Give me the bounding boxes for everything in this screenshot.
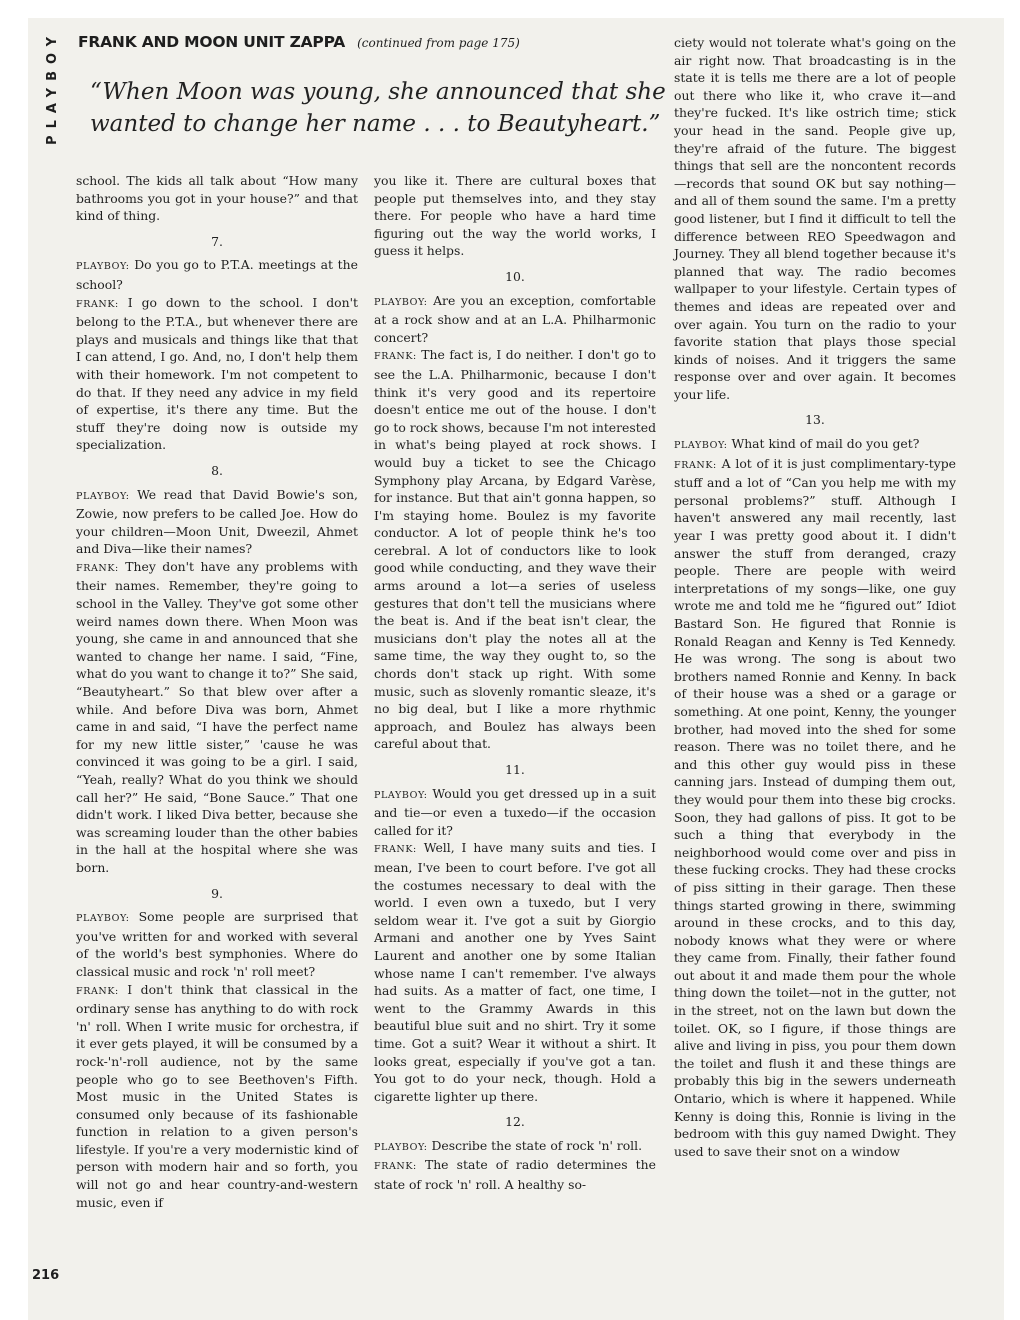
speaker-label: FRANK: — [374, 351, 417, 363]
question-number: 7. — [211, 233, 223, 249]
question — [374, 785, 656, 840]
speaker-label: FRANK: — [374, 844, 417, 856]
answer-text: They don't have any problems with their names. Remember, they're going to school in the Valley. They've got some other weird names down there. When Moon was young, she came in and announced that she wanted to change her name. I said, “Fine, what do you want to change it to?” She said, “Beautyheart.” So that blew over after a while. And before Diva was born, Ahmet came in and said, “I have the perfect name for my new little sister,” 'cause he was convinced it was going to be a girl. I said, “Yeah, really? What do you think we should call her?” He said, “Bone Sauce.” That one didn't work. I liked Diva better, because she was screaming louder than the other babies in the hall at the hospital where she was born. — [76, 558, 358, 875]
speaker-label: FRANK: — [374, 1161, 417, 1173]
answer — [374, 839, 656, 1105]
speaker-label: PLAYBOY: — [76, 261, 130, 273]
question — [76, 256, 358, 293]
speaker-label: PLAYBOY: — [76, 913, 130, 925]
answer — [76, 558, 358, 877]
sidebar-masthead — [38, 30, 62, 145]
question-text: We read that David Bowie's son, Zowie, now prefers to be called Joe. How do your children—Moon Unit, Dweezil, Ahmet and Diva—like their names? — [76, 486, 358, 557]
pull-quote: “When Moon was young, she announced that she wanted to change her name . . . to Beautyheart.” — [90, 79, 666, 137]
question-text: Do you go to P.T.A. meetings at the school? — [76, 257, 358, 292]
answer-text: I don't think that classical in the ordinary sense has anything to do with rock 'n' roll. When I write music for orchestra, if it ever gets played, it will be consumed by a rock-'n'-roll audience, not by the same people who go to see Beethoven's Fifth. Most music in the United States is consumed only because of its fashionable function in relation to a given person's lifestyle. If you're a very modernistic kind of person with modern hair and so forth, you will not go and hear country-and-western music, even if — [76, 981, 358, 1210]
speaker-label: PLAYBOY: — [76, 490, 130, 502]
speaker-label: FRANK: — [76, 562, 119, 574]
answer — [374, 346, 656, 753]
question — [374, 292, 656, 347]
text-column-3 — [674, 34, 956, 1160]
question-text: Some people are surprised that you've written for and worked with several of the world's best symphonies. Where do classical music and rock 'n' roll meet? — [76, 909, 358, 979]
magazine-page — [28, 18, 1004, 1320]
speaker-label: FRANK: — [674, 459, 717, 471]
answer-text: The fact is, I do neither. I don't go to see the L.A. Philharmonic, because I don't think it's very good and its repertoire doesn't entice me out of the house. I don't go to rock shows, because I'm not interested in what's being played at rock shows. I would buy a ticket to see the Chicago Symphony play Arcana, by Edgard Varèse, for instance. But that ain't gonna happen, so I'm staying home. Boulez is my favorite conductor. A lot of people think he's too cerebral. A lot of conductors like to look good while conducting, and they wave their arms around a lot—a series of useless gestures that don't tell the musicians where the beat is. And if the beat isn't clear, the musicians don't play the notes all at the same time, the way they ought to, so the chords don't stack up right. With some music, such as slovenly romantic sleaze, it's no big deal, but I like a more rhythmic approach, and Boulez has always been careful about that. — [374, 347, 656, 752]
speaker-label: FRANK: — [76, 298, 119, 310]
question-text: Describe the state of rock 'n' roll. — [431, 1137, 643, 1153]
answer-text: I go down to the school. I don't belong to the P.T.A., but whenever there are plays and musicals and things like that that I can attend, I go. And, no, I don't help them with their homework. I'm not competent to do that. If they need any advice in my field of expertise, it's there any time. But the stuff they're doing now is outside my specialization. — [76, 294, 358, 453]
question-number: 9. — [211, 885, 223, 901]
speaker-label: PLAYBOY: — [674, 440, 728, 452]
answer — [76, 294, 358, 454]
article-title: FRANK AND MOON UNIT ZAPPA — [78, 33, 346, 51]
page-number: 216 — [32, 1268, 60, 1283]
text-column-1 — [76, 172, 358, 1211]
question — [374, 1137, 656, 1157]
speaker-label: PLAYBOY: — [374, 789, 428, 801]
question — [76, 908, 358, 980]
answer — [674, 455, 956, 1161]
masthead-text: PLAYBOY — [45, 30, 60, 145]
question — [76, 486, 358, 558]
speaker-label: PLAYBOY: — [374, 296, 428, 308]
question-number: 13. — [805, 412, 825, 428]
speaker-label: FRANK: — [76, 985, 119, 997]
answer-text: A lot of it is just complimentary-type stuff and a lot of “Can you help me with my personal problems?” stuff. Although I haven't answered any mail recently, last year I was pretty good about it. I didn't answer the stuff from deranged, crazy people. There are people with weird interpretations of my songs—like, one guy wrote me and told me he “figured out” Idiot Bastard Son. He figured that Ronnie is Ronald Reagan and Kenny is Ted Kennedy. He was wrong. The song is about two brothers named Ronnie and Kenny. In back of their house was a shed or a garage or something. At one point, Kenny, the younger brother, had moved into the shed for some reason. There was no toilet there, and he and this other guy would piss in these canning jars. Instead of dumping them out, they would pour them into these big crocks. Soon, they had gallons of piss. It got to be such a thing that everybody in the neighborhood would come over and piss in these fucking crocks. They had these crocks of piss sitting in their garage. Then these things started growing in there, swimming around in these crocks, and to this day, nobody knows what they were or where they came from. Finally, their father found out about it and made them pour the whole thing down the toilet—not in the gutter, not in the street, not on the lawn but down the toilet. OK, so I figure, if those things are alive and living in piss, you pour them down the toilet and flush it and these things are probably this big in the sewers underneath Ontario, which is where it happened. While Kenny is doing this, Ronnie is living in the bedroom with this guy named Dwight. They used to save their snot on a window — [674, 455, 956, 1159]
paragraph: you like it. There are cultural boxes that people put themselves into, and they stay there. For people who have a hard time figuring out the way the world works, I guess it helps. — [374, 173, 656, 259]
answer-text: Well, I have many suits and ties. I mean, I've been to court before. I've got all the costumes necessary to deal with the world. I even own a tuxedo, but I very seldom wear it. I've got a suit by Giorgio Armani and another one by Yves Saint Laurent and another one by some Italian whose name I can't remember. I've always had suits. As a matter of fact, one time, I went to the Grammy Awards in this beautiful blue suit and no shirt. Try it some time. Got a suit? Wear it without a shirt. It looks great, especially if you've got a tan. You got to do your neck, though. Hold a cigarette lighter up there. — [374, 840, 656, 1104]
answer — [374, 1156, 656, 1193]
question-number: 11. — [505, 762, 525, 777]
answer-text: The state of radio determines the state of rock 'n' roll. A healthy so- — [374, 1157, 656, 1193]
speaker-label: PLAYBOY: — [374, 1141, 428, 1153]
text-column-2 — [374, 172, 656, 1194]
question-text: What kind of mail do you get? — [731, 436, 920, 452]
question-text: Would you get dressed up in a suit and tie—or even a tuxedo—if the occasion called for it? — [374, 785, 656, 838]
continued-note: (continued from page 175) — [357, 36, 520, 50]
paragraph: school. The kids all talk about “How many bathrooms you got in your house?” and that kind of thing. — [76, 173, 358, 224]
question-number: 12. — [505, 1114, 525, 1130]
question — [674, 435, 956, 455]
question-number: 10. — [505, 268, 525, 284]
question-text: Are you an exception, comfortable at a rock show and at an L.A. Philharmonic concert? — [374, 292, 656, 345]
answer — [76, 981, 358, 1212]
question-number: 8. — [211, 462, 223, 478]
article-header — [78, 32, 520, 51]
paragraph: ciety would not tolerate what's going on the air right now. That broadcasting is in the state it is tells me there are a lot of people out there who like it, who crave it—and they're fucked. It's like ostrich time; stick your head in the sand. People give up, they're afraid of the future. The biggest things that sell are the noncontent records—records that sound OK but say nothing—and all of them sound the same. I'm a pretty good listener, but I find it difficult to tell the difference between REO Speedwagon and Journey. They all blend together because it's planned that way. The radio becomes wallpaper to your lifestyle. Certain types of themes and ideas are repeated over and over again. You turn on the radio to your favorite station that plays those special kinds of noises. And it triggers the same response over and over again. It becomes your life. — [674, 35, 956, 402]
